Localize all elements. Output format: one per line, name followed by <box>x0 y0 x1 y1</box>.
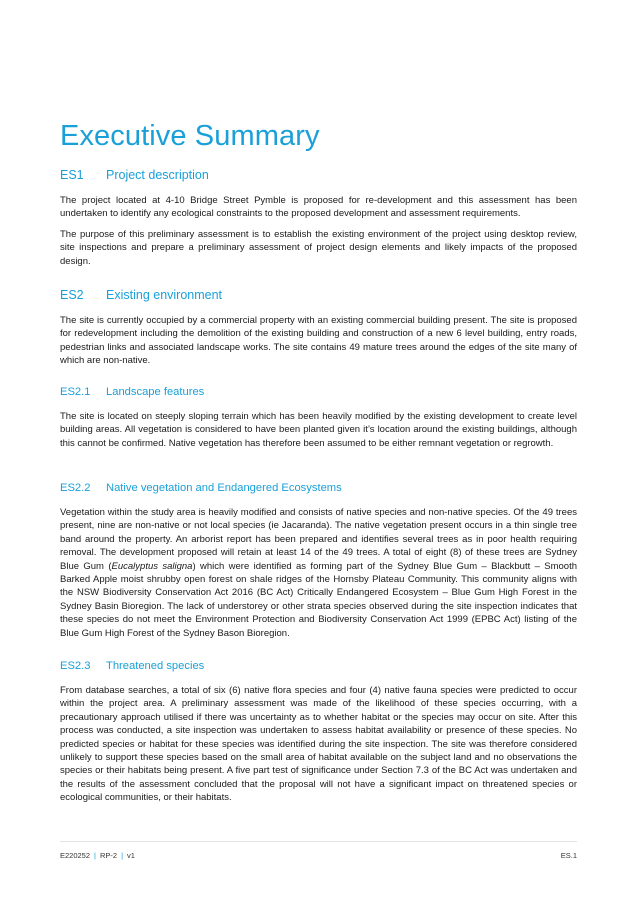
page-footer <box>60 851 577 860</box>
paragraph <box>60 506 577 640</box>
section-number: ES1 <box>60 168 84 182</box>
section-es2-2 <box>60 482 577 647</box>
section-title: Project description <box>106 168 209 182</box>
paragraph: From database searches, a total of six (6) native flora species and four (4) native fauna species were predicted to occur within the project area. A preliminary assessment was made of the likelihood of these species occurring, with a precautionary approach utilised if there was uncertainty as to whether habitat or the species may occur on site. After this process was conducted, a site inspection was undertaken to assess habitat availability or presence of these species. No predicted species or habitat for these species was identified during the site inspection. The site was therefore considered unlikely to support these species based on the small area of habitat available on the subject land and no observations the species or their habitats being present. A five part test of significance under Section 7.3 of the BC Act was undertaken and the results of the assessment concluded that the proposal will not have a significant impact on threatened species or ecological communities, or their habitats. <box>60 685 577 804</box>
section-es2-1 <box>60 386 577 457</box>
paragraph: The project located at 4-10 Bridge Street Pymble is proposed for re-development and this assessment has been undertaken to identify any ecological constraints to the proposed development and assessment requirements. <box>60 195 577 220</box>
paragraph-text: ) which were identified as forming part of the Sydney Blue Gum – Blackbutt – Smooth Barked Apple moist shrubby open forest on shale ridges of the Hornsby Plateau Community. This community aligns with the NSW Biodiversity Conservation Act 2016 (BC Act) Critically Endangered Ecosystem – Blue Gum High Forest in the Sydney Basin Bioregion. The lack of understorey or other strata species observed during the site inspection indicates that these species do not meet the Environment Protection and Biodiversity Conservation Act 1999 (EPBC Act) listing of the Blue Gum High Forest of the Sydney Bason Bioregion. <box>60 560 577 639</box>
section-number: ES2.1 <box>60 386 91 398</box>
section-heading <box>60 168 577 182</box>
paragraph-text: Vegetation within the study area is heavily modified and consists of native species and non-native species. Of the 49 trees present, nine are non-native or not local species (ie Jacaranda). The native vegetation present occurs in a thin single tree band around the property. An arborist report has been prepared and identifies several trees as in poor health requiring removal. The development proposed will retain at least 14 of the 49 trees. A total of eight (8) of these trees are Sydney Blue Gum ( <box>60 507 577 572</box>
footer-separator: | <box>94 851 96 860</box>
section-number: ES2.2 <box>60 482 91 494</box>
paragraph: The site is located on steeply sloping terrain which has been heavily modified by the existing development to create level building areas. All vegetation is considered to have been planted given it’s location around the existing buildings, although this cannot be confirmed. Native vegetation has therefore been assumed to be either remnant vegetation or regrowth. <box>60 411 577 449</box>
section-es2-3 <box>60 660 577 812</box>
report-id: RP-2 <box>99 851 118 860</box>
section-title: Native vegetation and Endangered Ecosystems <box>106 482 342 494</box>
section-heading <box>60 482 577 494</box>
section-number: ES2.3 <box>60 660 91 672</box>
document-id: E220252 <box>60 851 91 860</box>
footer-divider <box>60 841 577 842</box>
species-name: Eucalyptus saligna <box>111 560 193 572</box>
section-number: ES2 <box>60 288 84 302</box>
section-es1 <box>60 168 577 275</box>
version: v1 <box>127 851 135 860</box>
section-title: Landscape features <box>106 386 205 398</box>
section-heading <box>60 386 577 398</box>
section-heading <box>60 660 577 672</box>
paragraph: The site is currently occupied by a commercial property with an existing commercial building present. The site is proposed for redevelopment including the demolition of the existing building and construction of a new 6 level building, entry roads, pedestrian links and associated landscape works. The site contains 49 mature trees around the edges of the site many of which are non-native. <box>60 315 577 367</box>
section-title: Existing environment <box>106 288 223 302</box>
section-es2 <box>60 288 577 375</box>
section-heading <box>60 288 577 302</box>
page-title: Executive Summary <box>60 120 320 152</box>
page-number: ES.1 <box>560 851 577 860</box>
section-title: Threatened species <box>106 660 205 672</box>
paragraph: The purpose of this preliminary assessment is to establish the existing environment of the project using desktop review, site inspections and prepare a preliminary assessment of project design elements and likely impacts of the proposed design. <box>60 228 577 267</box>
footer-separator: | <box>121 851 124 860</box>
